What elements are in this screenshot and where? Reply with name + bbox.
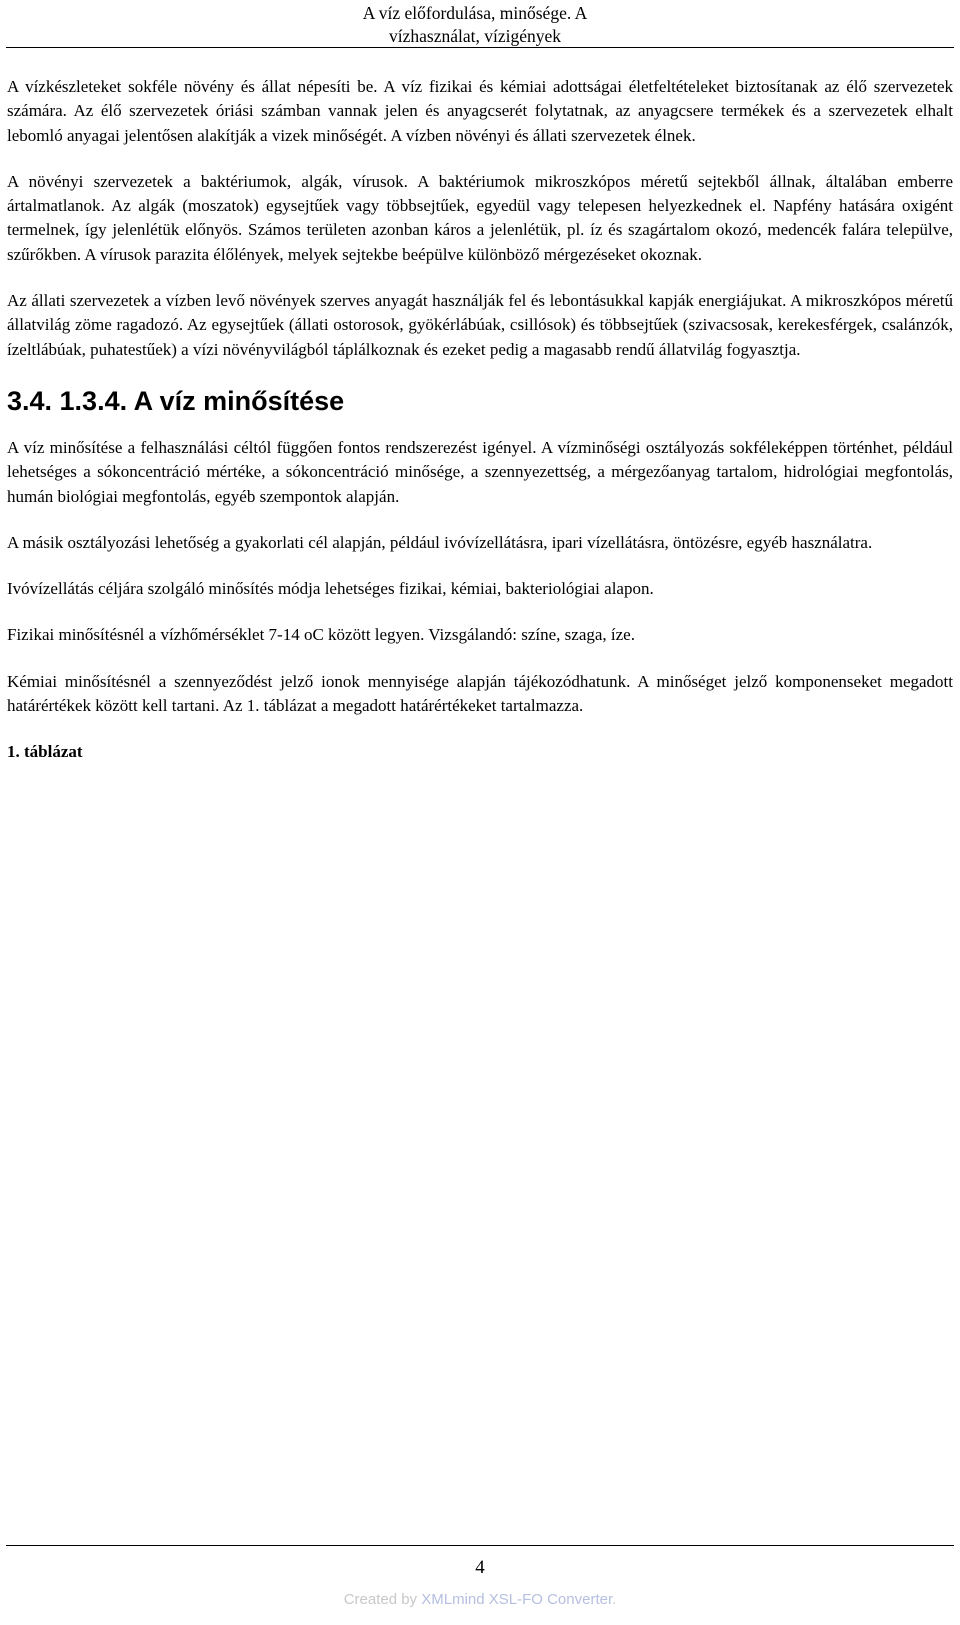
paragraph-practical-purpose: A másik osztályozási lehetőség a gyakorlati cél alapján, például ivóvízellátásra, ipari vízellátásra, öntözésre, egyéb használatra. [7, 532, 873, 552]
credit-prefix: Created by [343, 1591, 422, 1608]
paragraph-chemical-rating: Kémiai minősítésnél a szennyeződést jelző ionok mennyisége alapján tájékozódhatunk. A minőséget jelző komponenseket megadott határértékek között kell tartani. Az 1. táblázat a megadott határértékeket tartalmazza. [7, 671, 953, 716]
paragraph-classification: A víz minősítése a felhasználási céltól függően fontos rendszerezést igényel. A vízminőségi osztályozás sokféleképpen történhet, például lehetséges a sókoncentráció mértéke, a sókoncentráció minősége, a szennyezettség, a mérgezőanyag tartalom, hidrológiai megfontolás, humán biológiai megfontolás, egyéb szempontok alapján. [7, 437, 953, 506]
page-content [7, 75, 953, 764]
page-number: 4 [475, 1557, 485, 1578]
section-heading: 3.4. 1.3.4. A víz minősítése [7, 385, 345, 416]
paragraph-physical-rating: Fizikai minősítésnél a vízhőmérséklet 7-14 oC között legyen. Vizsgálandó: színe, szaga, íze. [7, 625, 635, 645]
credit-suffix: . [612, 1591, 617, 1608]
footer-divider [6, 1545, 954, 1546]
paragraph-aquatic-life: A vízkészleteket sokféle növény és állat népesíti be. A víz fizikai és kémiai adottságai életfeltételeket biztosítanak az élő szervezetek számára. Az élő szervezetek óriási számban vannak jelen és anyagcserét folytatnak, az anyagcsere termékek és a szervezetek elhalt lebomló anyagai jelentősen alakítják a vizek minőségét. A vízben növényi és állati szervezetek élnek. [7, 77, 953, 145]
credit-brand-link[interactable]: XMLmind XSL-FO Converter [421, 1591, 613, 1608]
converter-credit [0, 1590, 960, 1610]
paragraph-plant-organisms: A növényi szervezetek a baktériumok, algák, vírusok. A baktériumok mikroszkópos méretű sejtekből állnak, általában emberre ártalmatlanok. Az algák (moszatok) egysejtűek vagy többsejtűek, egyedül vagy telepesen helyezkednek el. Napfény hatására oxigént termelnek, így jelenlétük előnyös. Számos területen azonban káros a jelenlétük, pl. íz és szagártalom okozó, medencék falára települve, szűrőkben. A vírusok parazita élőlények, melyek sejtekbe beépülve különböző mérgezéseket okoznak. [7, 171, 953, 264]
header-divider [6, 47, 954, 48]
running-header-title: A víz előfordulása, minősége. A vízhasználat, vízigények [362, 3, 588, 46]
table-caption: 1. táblázat [7, 742, 83, 762]
paragraph-animal-organisms: Az állati szervezetek a vízben levő növények szerves anyagát használják fel és lebontásukkal kapják energiájukat. A mikroszkópos méretű állatvilág zöme ragadozó. Az egysejtűek (állati ostorosok, gyökérlábúak, csillósok) és többsejtűek (szivacsosak, kerekesférgek, csalánzók, ízeltlábúak, puhatestűek) a vízi növényvilágból táplálkoznak és ezeket pedig a magasabb rendű állatvilág fogyasztja. [7, 291, 953, 359]
paragraph-drinking-water: Ivóvízellátás céljára szolgáló minősítés módja lehetséges fizikai, kémiai, bakteriológiai alapon. [7, 579, 654, 599]
